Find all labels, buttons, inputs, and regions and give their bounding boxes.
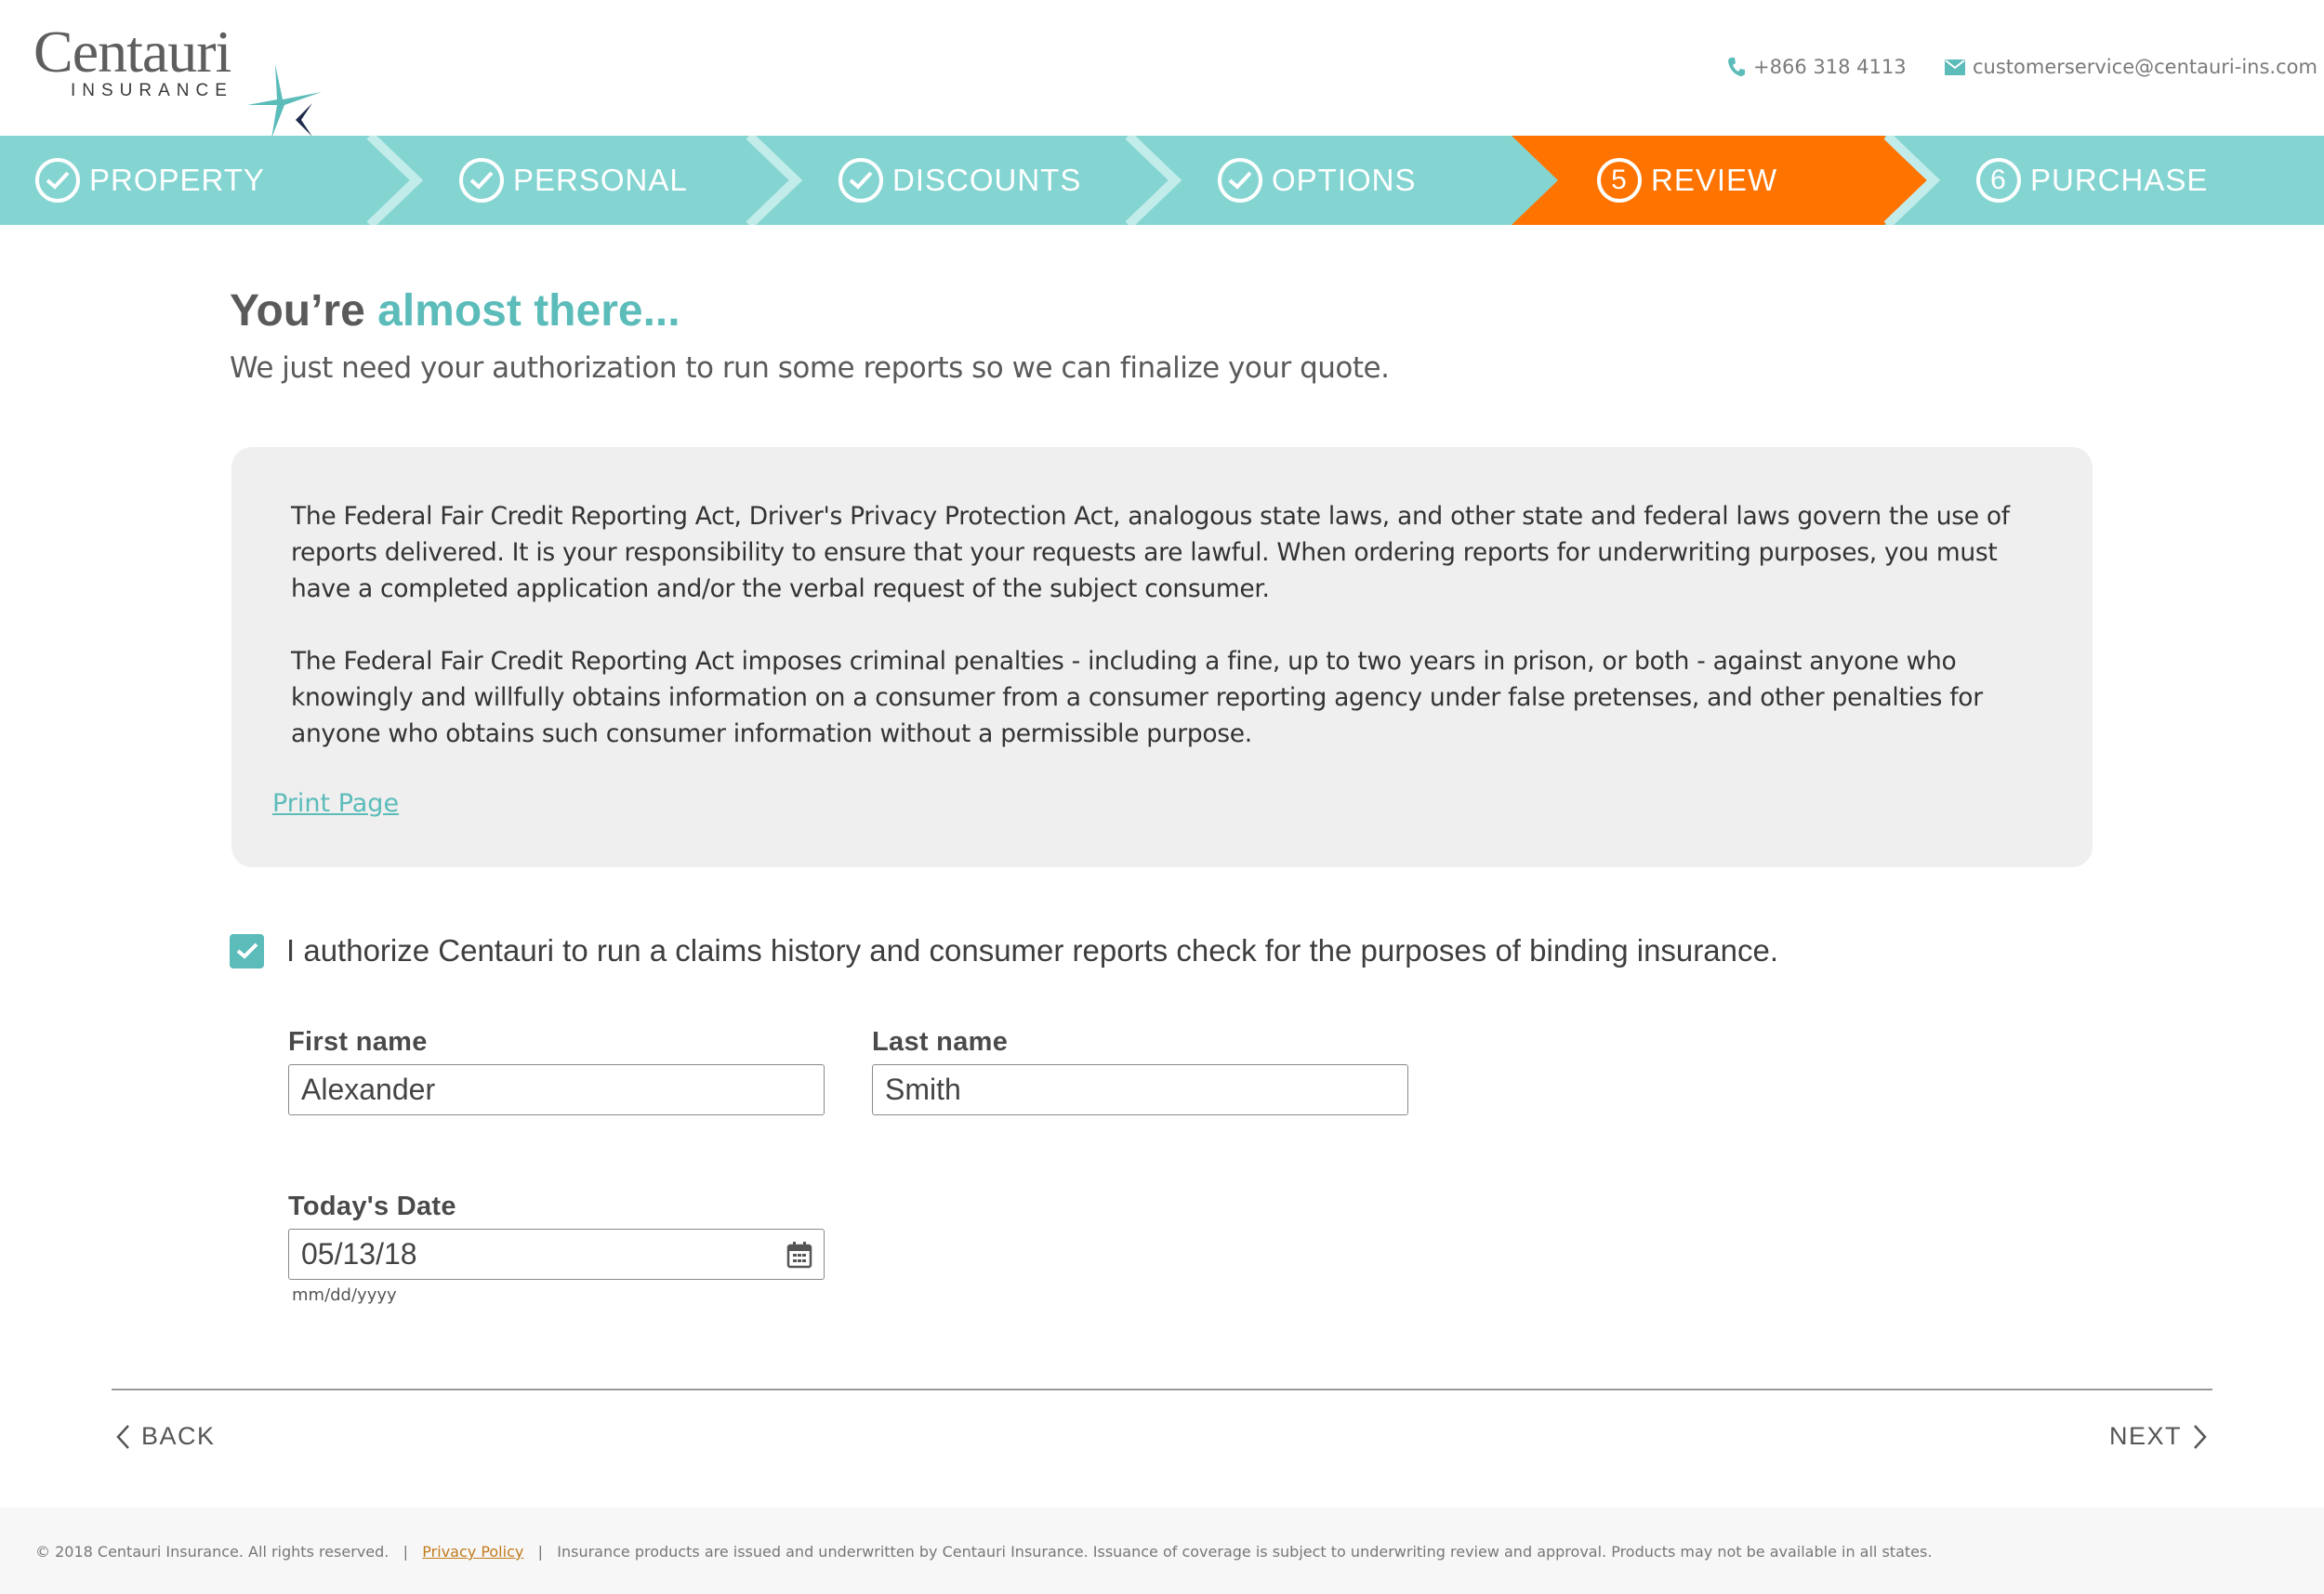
step-discounts[interactable] [838,136,1081,225]
disclosure-paragraph: The Federal Fair Credit Reporting Act imposes criminal penalties - including a fine, up to two years in prison, or both - against anyone who knowingly and willfully obtains information on a consumer from a consumer reporting agency under false pretenses, and other penalties for anyone who obtains such consumer information without a permissible purpose. [291,647,1983,748]
date-value: 05/13/18 [301,1237,417,1271]
first-name-input[interactable]: Alexander [288,1064,825,1115]
step-number-circle: 5 [1597,158,1642,203]
authorize-row [230,933,1778,968]
site-header [0,0,2324,136]
phone-contact[interactable] [1727,56,1907,78]
envelope-icon [1945,59,1965,75]
date-label: Today's Date [288,1192,456,1221]
title-accent: almost there... [377,286,680,336]
title-prefix: You’re [230,286,378,336]
step-purchase[interactable] [1976,136,2208,225]
first-name-label: First name [288,1027,428,1057]
page-subtitle: We just need your authorization to run some reports so we can finalize your quote. [230,351,1390,385]
check-circle-icon [35,158,80,203]
print-page-link[interactable]: Print Page [272,789,400,818]
phone-number: +866 318 4113 [1753,56,1907,78]
footer-disclaimer: Insurance products are issued and underwritten by Centauri Insurance. Issuance of coverage is subject to underwriting review and approval. Products may not be available in all states. [557,1543,1933,1561]
step-options[interactable] [1218,136,1417,225]
logo-wordmark: Centauri [33,19,231,85]
footer-separator: | [403,1543,409,1561]
centauri-logo[interactable] [33,19,303,141]
disclosure-paragraph: The Federal Fair Credit Reporting Act, Driver's Privacy Protection Act, analogous state laws, and other state and federal laws govern the use of reports delivered. It is your responsibility to ensure that your requests are lawful. When ordering reports for underwriting purposes, you must have a completed application and/or the verbal request of the subject consumer. [291,502,2010,603]
chevron-left-icon [115,1424,130,1450]
footer-text [35,1543,1932,1561]
privacy-policy-link[interactable]: Privacy Policy [422,1543,524,1561]
step-label: OPTIONS [1272,163,1417,197]
authorize-checkbox[interactable] [230,934,264,968]
progress-steps [0,136,2324,225]
site-footer [0,1508,2324,1594]
step-label: PERSONAL [513,163,688,197]
last-name-label: Last name [872,1027,1009,1057]
step-review[interactable] [1597,136,1777,225]
check-circle-icon [1218,158,1262,203]
step-personal[interactable] [459,136,688,225]
next-button[interactable] [2109,1422,2208,1451]
step-number-circle: 6 [1976,158,2021,203]
back-label: BACK [141,1422,216,1450]
email-address: customerservice@centauri-ins.com [1973,56,2317,78]
phone-icon [1727,57,1746,77]
divider [112,1389,2212,1390]
email-contact[interactable] [1945,56,2317,78]
step-label: DISCOUNTS [892,163,1082,197]
check-circle-icon [459,158,504,203]
chevron-right-icon [2193,1424,2208,1450]
step-label: PURCHASE [2030,163,2209,197]
checkmark-icon [235,942,259,960]
check-circle-icon [838,158,883,203]
page-title [230,285,680,336]
step-label: PROPERTY [89,163,265,197]
calendar-icon[interactable] [786,1241,812,1269]
date-input[interactable] [288,1229,825,1280]
date-format-hint: mm/dd/yyyy [292,1285,397,1305]
next-label: NEXT [2109,1422,2183,1450]
disclosure-panel [231,447,2093,867]
copyright: © 2018 Centauri Insurance. All rights reserved. [35,1543,390,1561]
authorize-label: I authorize Centauri to run a claims history and consumer reports check for the purposes of binding insurance. [286,933,1778,968]
step-property[interactable] [35,136,265,225]
back-button[interactable] [115,1422,216,1451]
active-step-background [0,136,2324,225]
footer-separator: | [537,1543,543,1561]
logo-subtitle: INSURANCE [71,81,233,100]
step-label: REVIEW [1651,163,1778,197]
last-name-input[interactable]: Smith [872,1064,1408,1115]
logo-star-icon [247,64,322,138]
